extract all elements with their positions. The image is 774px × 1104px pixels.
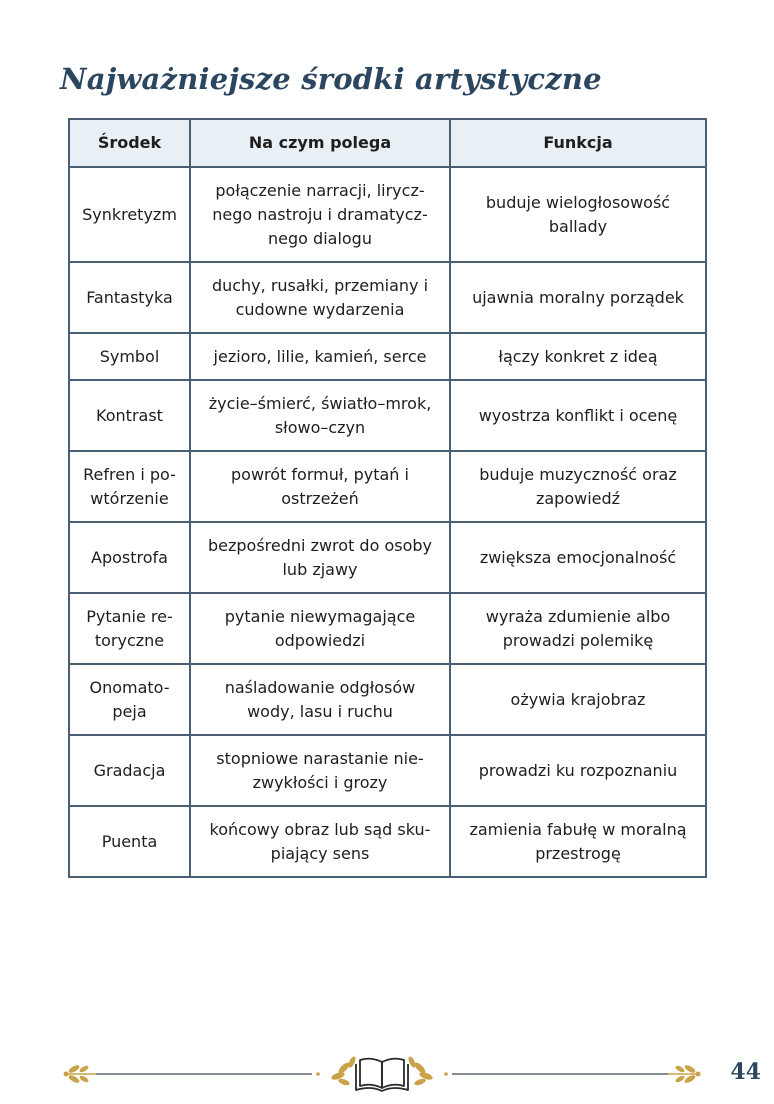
footer-ornament xyxy=(0,1046,774,1096)
page-title: Najważniejsze środki artystyczne xyxy=(60,62,602,96)
function-cell: wyraża zdumienie albo prowadzi polemikę xyxy=(450,593,706,664)
device-name-cell: Kontrast xyxy=(69,380,190,451)
table-row xyxy=(69,664,706,735)
description-cell: stopniowe narastanie nie- zwykłości i grozy xyxy=(190,735,450,806)
table-row xyxy=(69,333,706,380)
description-cell: powrót formuł, pytań i ostrzeżeń xyxy=(190,451,450,522)
device-name-cell: Pytanie re- toryczne xyxy=(69,593,190,664)
function-cell: prowadzi ku rozpoznaniu xyxy=(450,735,706,806)
column-header-function: Funkcja xyxy=(450,119,706,167)
table-row xyxy=(69,262,706,333)
function-cell: zamienia fabułę w moralną przestrogę xyxy=(450,806,706,877)
function-cell: buduje muzyczność oraz zapowiedź xyxy=(450,451,706,522)
laurel-sprig-icon xyxy=(668,1064,701,1085)
description-cell: bezpośredni zwrot do osoby lub zjawy xyxy=(190,522,450,593)
table-row xyxy=(69,167,706,262)
description-cell: naśladowanie odgłosów wody, lasu i ruchu xyxy=(190,664,450,735)
device-name-cell: Refren i po- wtórzenie xyxy=(69,451,190,522)
description-cell: jezioro, lilie, kamień, serce xyxy=(190,333,450,380)
description-cell: życie–śmierć, światło–mrok, słowo–czyn xyxy=(190,380,450,451)
table-row xyxy=(69,593,706,664)
page-number: 44 xyxy=(730,1059,761,1085)
description-cell: duchy, rusałki, przemiany i cudowne wydarzenia xyxy=(190,262,450,333)
function-cell: wyostrza konflikt i ocenę xyxy=(450,380,706,451)
device-name-cell: Puenta xyxy=(69,806,190,877)
open-book-icon xyxy=(356,1059,408,1091)
table-row xyxy=(69,735,706,806)
device-name-cell: Onomato- peja xyxy=(69,664,190,735)
device-name-cell: Apostrofa xyxy=(69,522,190,593)
laurel-sprig-icon xyxy=(64,1064,97,1085)
table-row xyxy=(69,380,706,451)
function-cell: ujawnia moralny porządek xyxy=(450,262,706,333)
device-name-cell: Synkretyzm xyxy=(69,167,190,262)
column-header-device: Środek xyxy=(69,119,190,167)
description-cell: połączenie narracji, lirycz- nego nastroju i dramatycz- nego dialogu xyxy=(190,167,450,262)
table-row xyxy=(69,451,706,522)
description-cell: pytanie niewymagające odpowiedzi xyxy=(190,593,450,664)
function-cell: ożywia krajobraz xyxy=(450,664,706,735)
device-name-cell: Gradacja xyxy=(69,735,190,806)
table-row xyxy=(69,806,706,877)
table-header-row xyxy=(69,119,706,167)
column-header-description: Na czym polega xyxy=(190,119,450,167)
function-cell: buduje wielogłosowość ballady xyxy=(450,167,706,262)
table-row xyxy=(69,522,706,593)
devices-table xyxy=(68,118,707,878)
device-name-cell: Symbol xyxy=(69,333,190,380)
description-cell: końcowy obraz lub sąd sku- piający sens xyxy=(190,806,450,877)
function-cell: łączy konkret z ideą xyxy=(450,333,706,380)
function-cell: zwiększa emocjonalność xyxy=(450,522,706,593)
device-name-cell: Fantastyka xyxy=(69,262,190,333)
